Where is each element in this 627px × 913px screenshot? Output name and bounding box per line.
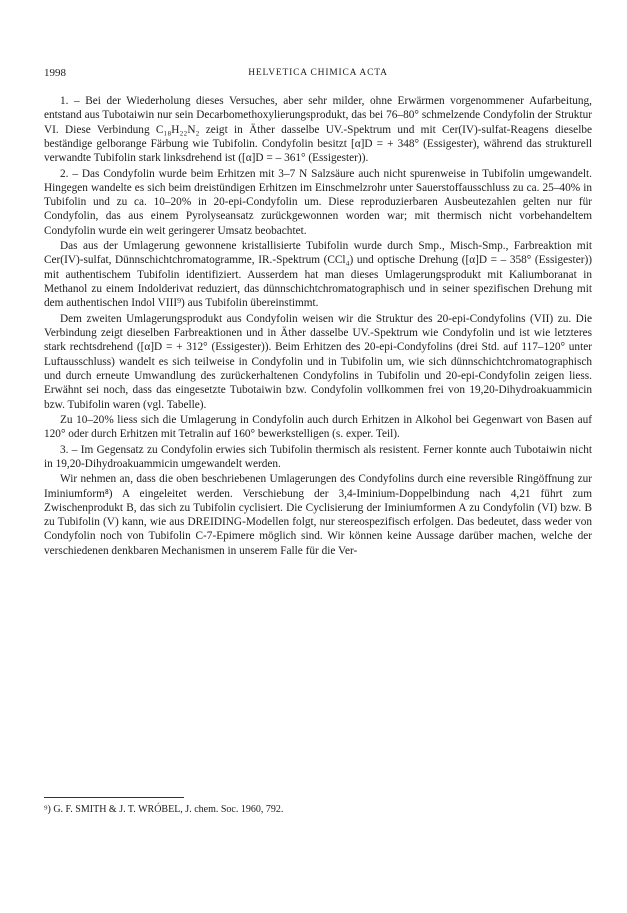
page-number: 1998 — [44, 67, 66, 79]
footnote-divider — [44, 797, 184, 798]
paragraph-1: 1. – Bei der Wiederholung dieses Versuches, aber sehr milder, ohne Erwärmen vorgenommener Aufarbeitung, entstand aus Tubotaiwin nur sein Decarbomethoxylierungsprodukt, das bei 76–80° schmelzende Condyfolin der Struktur VI. Diese Verbindung C₁₈H₂₂N₂ zeigt in Äther dasselbe UV.-Spektrum und mit Cer(IV)-sulfat-Reagens dieselbe beständige gelborange Färbung wie Tubifolin. Condyfolin besitzt [α]D = + 348° (Essigester), während das strukturell verwandte Tubifolin stark linksdrehend ist ([α]D = – 361° (Essigester)). — [44, 95, 592, 165]
paragraph-4: Dem zweiten Umlagerungsprodukt aus Condyfolin weisen wir die Struktur des 20-epi-Condyfolins (VII) zu. Die Verbindung zeigt dieselben Farbreaktionen und in Äther dasselbe UV.-Spektrum wie Condyfolin und ist wie letzteres stark rechtsdrehend ([α]D = + 312° (Essigester)). Beim Erhitzen des 20-epi-Condyfolins (drei Std. auf 117–120° unter Luftausschluss) wandelt es sich teilweise in Condyfolin und in Tubifolin um, wie sich dünnschichtchromatographisch und durch erneute Umwandlung des zurückerhaltenen Condyfolins in Tubifolin und 20-epi-Condyfolin zeigen liess. Erwähnt sei noch, dass das eingesetzte Tubotaiwin bzw. Condyfolin vollkommen frei von 19,20-Dihydroakuammicin bzw. Tubifolin waren (vgl. Tabelle). — [44, 312, 592, 411]
body-text — [44, 94, 592, 559]
paragraph-3: Das aus der Umlagerung gewonnene kristallisierte Tubifolin wurde durch Smp., Misch-Smp., Farbreaktion mit Cer(IV)-sulfat, Dünnschichtchromatogramme, IR.-Spektrum (CCl₄) und optische Drehung ([α]D = – 358° (Essigester)) mit authentischem Tubifolin identifiziert. Ausserdem hat man dieses Umlagerungsprodukt mit Kaliumboranat in Methanol zu einem Indolderivat reduziert, das dünnschichtchromatographisch und in seiner spezifischen Drehung mit dem authentischen Indol VIII⁹) aus Tubifolin übereinstimmt. — [44, 240, 592, 310]
footnote: ⁹) G. F. SMITH & J. T. WRÓBEL, J. chem. Soc. 1960, 792. — [44, 804, 284, 815]
running-header — [44, 66, 592, 80]
paragraph-2: 2. – Das Condyfolin wurde beim Erhitzen mit 3–7 N Salzsäure auch nicht spurenweise in Tubifolin umgewandelt. Hingegen wandelte es sich beim dreistündigen Erhitzen im Einschmelzrohr unter Sauerstoffausschluss zu ca. 25–40% in Tubifolin und zu ca. 10–20% in 20-epi-Condyfolin um. Diese reproduzierbaren Ausbeutezahlen gelten nur für Condyfolin, das aus einem Pyrolyseansatz zurückgewonnen worden war; mit thermisch nicht vorbehandeltem Condyfolin wurde ein weit geringerer Umsatz beobachtet. — [44, 167, 592, 237]
paragraph-5: Zu 10–20% liess sich die Umlagerung in Condyfolin auch durch Erhitzen in Alkohol bei Gegenwart von Basen auf 120° oder durch Erhitzen mit Tetralin auf 160° bewerkstelligen (s. exper. Teil). — [44, 413, 592, 441]
paragraph-6: 3. – Im Gegensatz zu Condyfolin erwies sich Tubifolin thermisch als resistent. Ferner konnte auch Tubotaiwin nicht in 19,20-Dihydroakuammicin umgewandelt werden. — [44, 443, 592, 470]
paragraph-7: Wir nehmen an, dass die oben beschriebenen Umlagerungen des Condyfolins durch eine reversible Ringöffnung zur Iminiumform⁸) A eingeleitet werden. Verschiebung der 3,4-Iminium-Doppelbindung nach 4,21 führt zum Zwischenprodukt B, das sich zu Tubifolin cyclisiert. Die Cyclisierung der Iminiumformen A zu Condyfolin (VI) bzw. B zu Tubifolin (V) kann, wie aus DREIDING-Modellen folgt, nur stereospezifisch erfolgen. Das bedeutet, dass weder von Condyfolin noch von Tubifolin C-7-Epimere möglich sind. Wir können keine Aussage darüber machen, welche der verschiedenen denkbaren Mechanismen in unserem Falle für die Ver- — [44, 473, 592, 557]
journal-title: HELVETICA CHIMICA ACTA — [248, 68, 388, 78]
